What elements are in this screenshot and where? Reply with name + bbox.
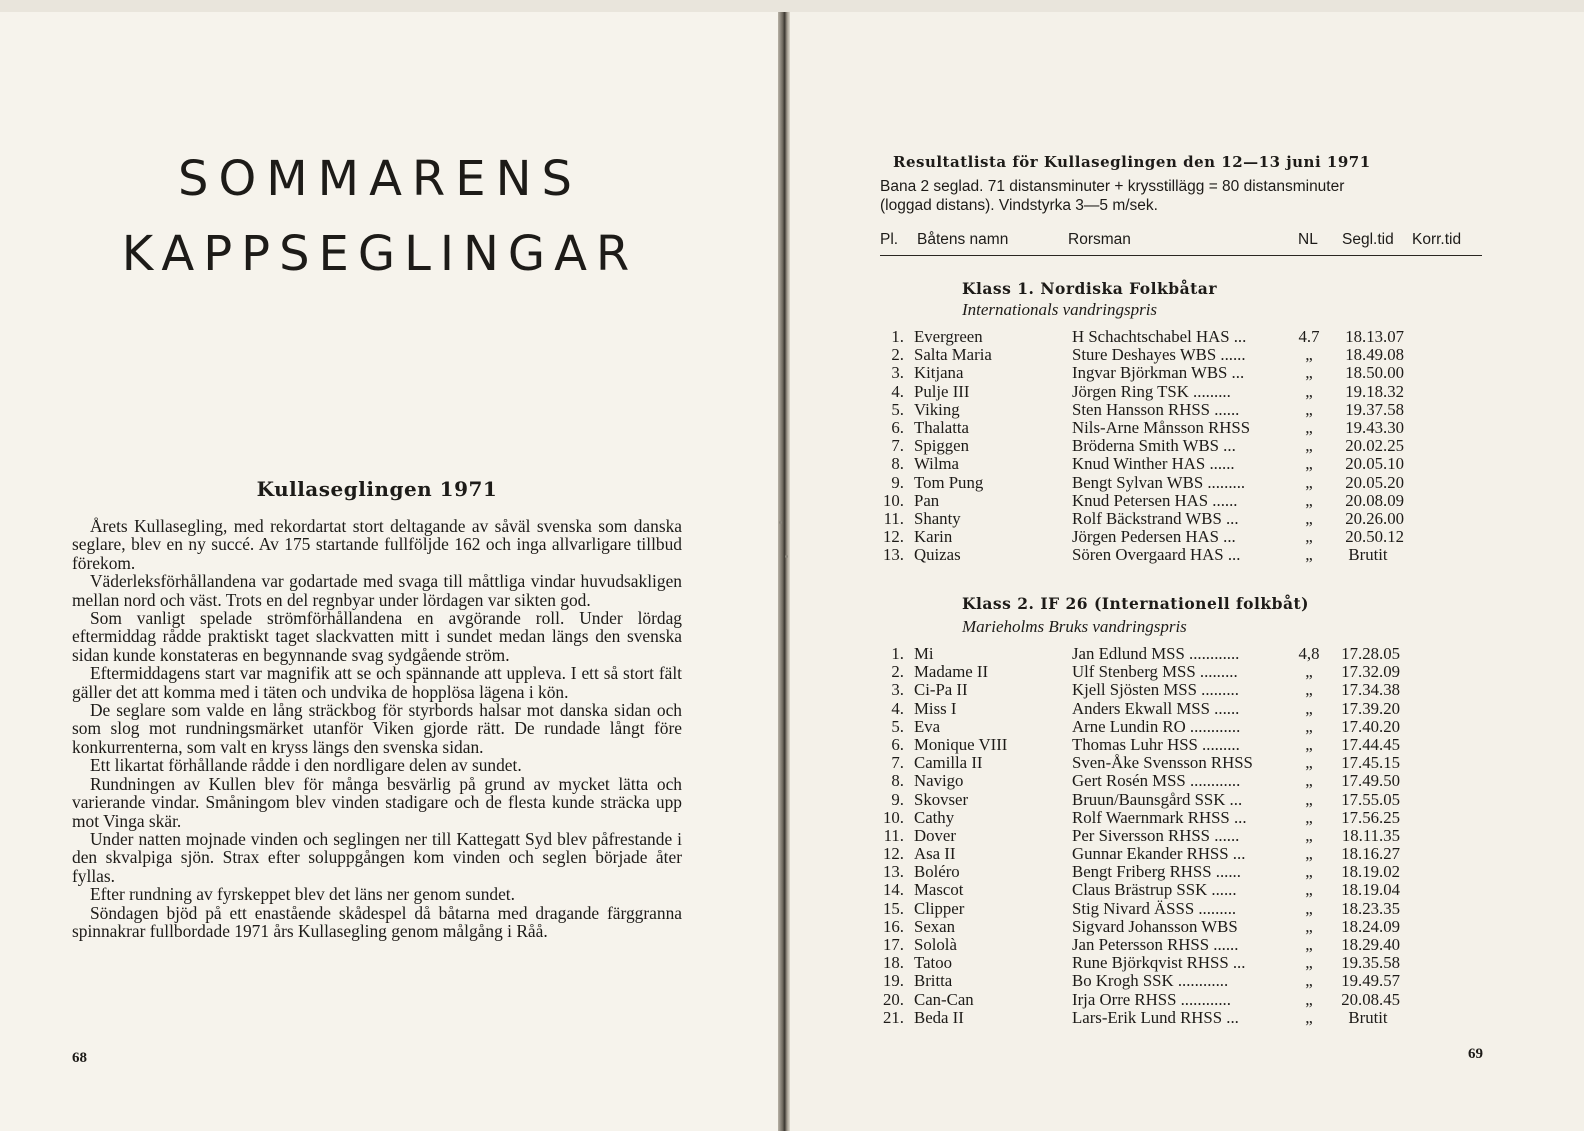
page-number-left: 68: [72, 1050, 87, 1066]
table-row: [878, 791, 1488, 809]
placing-cell: 6.: [891, 734, 904, 754]
nl-cell: „: [1305, 844, 1313, 864]
boat-name-cell: Eva: [914, 716, 941, 736]
sailing-time-cell: 18.16.27: [1341, 844, 1400, 864]
boat-name-cell: Evergreen: [914, 327, 983, 346]
helmsman-cell: Knud Petersen HAS ......: [1072, 490, 1238, 510]
helmsman-cell: Sten Hansson RHSS ......: [1072, 399, 1240, 419]
nl-cell: „: [1305, 508, 1313, 528]
placing-cell: 14.: [883, 880, 904, 900]
boat-name-cell: Viking: [914, 399, 960, 419]
helmsman-cell: Jan Petersson RHSS ......: [1072, 935, 1239, 954]
boat-name-cell: Karin: [914, 527, 953, 547]
boat-name-cell: Shanty: [914, 508, 961, 528]
table-row: [878, 700, 1488, 718]
results-table-class-2: [878, 645, 1488, 1027]
table-row: [878, 328, 1488, 346]
sailing-time-cell: 17.34.38: [1341, 680, 1400, 700]
table-row: [878, 492, 1488, 510]
placing-cell: 10.: [883, 490, 904, 510]
results-column-headers: [880, 231, 1482, 256]
class-title-1: Klass 1. Nordiska Folkbåtar: [962, 279, 1218, 298]
sailing-time-cell: 18.19.04: [1341, 880, 1400, 900]
nl-cell: „: [1305, 363, 1313, 383]
main-title-line1: SOMMARENS: [178, 151, 582, 207]
nl-cell: „: [1305, 472, 1313, 492]
boat-name-cell: Wilma: [914, 454, 959, 474]
results-intro-line: Bana 2 seglad. 71 distansminuter + krysstillägg = 80 distansminuter: [880, 178, 1345, 195]
boat-name-cell: Beda II: [914, 1007, 964, 1027]
helmsman-cell: Bo Krogh SSK ............: [1072, 971, 1229, 991]
article-paragraph: De seglare som valde en lång sträckbog för styrbords halsar mot danska sidan och som slog mot rundningsmärket utanför Viken gjorde rätt. De rundade långt före konkurrenterna, som valt en kryss längs den svenska sidan.: [72, 700, 682, 757]
article-paragraph: Väderleksförhållandena var godartade med svaga till måttliga vindar huvudsakligen mellan nord och väst. Trots en del regnbyar under lördagen var sikten god.: [72, 571, 682, 610]
sailing-time-cell: 20.08.45: [1341, 989, 1400, 1009]
sailing-time-cell: 20.50.12: [1345, 527, 1404, 547]
sailing-time-cell: 19.37.58: [1345, 399, 1404, 419]
helmsman-cell: Per Siversson RHSS ......: [1072, 825, 1240, 845]
helmsman-cell: Thomas Luhr HSS .........: [1072, 734, 1240, 754]
placing-cell: 20.: [883, 989, 904, 1009]
placing-cell: 12.: [883, 527, 904, 547]
table-row: [878, 718, 1488, 736]
print-speck: [785, 555, 788, 558]
sailing-time-cell: 19.35.58: [1341, 953, 1400, 973]
table-row: [878, 954, 1488, 972]
article-paragraph: Söndagen bjöd på ett enastående skådespel då båtarna med dragande färggranna spinnakrar fullbordade 1971 års Kullasegling genom målgång i Råå.: [72, 902, 682, 941]
helmsman-cell: Sven-Åke Svensson RHSS: [1072, 753, 1253, 773]
placing-cell: 8.: [891, 454, 904, 474]
placing-cell: 4.: [891, 698, 904, 718]
nl-cell: „: [1305, 490, 1313, 510]
article-paragraph: Under natten mojnade vinden och seglingen ner till Kattegatt Syd blev påfrestande i den skvalpiga sjön. Strax efter soluppgången kom vinden och seglen började åter fyllas.: [72, 828, 682, 886]
sailing-time-cell: 17.28.05: [1341, 644, 1400, 663]
nl-cell: „: [1305, 527, 1313, 547]
helmsman-cell: Kjell Sjösten MSS .........: [1072, 680, 1239, 700]
sailing-time-cell: Brutit: [1348, 1007, 1388, 1027]
sailing-time-cell: 17.32.09: [1341, 662, 1400, 682]
article-paragraph: Årets Kullasegling, med rekordartat stort deltagande av såväl svenska som danska seglare, blev en ny succé. Av 175 startande fullföljde 162 och inga allvarligare tillbud förekom.: [72, 516, 682, 573]
table-row: [878, 546, 1488, 564]
column-header-nl: NL: [1298, 231, 1318, 248]
nl-cell: „: [1305, 698, 1313, 718]
sailing-time-cell: 19.43.30: [1345, 417, 1404, 437]
placing-cell: 8.: [891, 771, 904, 791]
sailing-time-cell: 17.39.20: [1341, 698, 1400, 718]
article-paragraph: Som vanligt spelade strömförhållandena en avgörande roll. Under lördag eftermiddag rådde praktiskt taget slackvatten mitt i sundet medan längs den svenska sidan kunde konstateras en begynnande svag sydgående ström.: [72, 608, 682, 665]
boat-name-cell: Thalatta: [914, 417, 969, 437]
table-row: [878, 401, 1488, 419]
placing-cell: 11.: [883, 825, 904, 845]
nl-cell: „: [1305, 545, 1313, 565]
placing-cell: 13.: [883, 545, 904, 565]
article-paragraph: Ett likartat förhållande rådde i den nordligare delen av sundet.: [90, 755, 522, 776]
boat-name-cell: Clipper: [914, 898, 965, 918]
nl-cell: 4.7: [1298, 327, 1320, 346]
boat-name-cell: Sololà: [914, 935, 957, 954]
nl-cell: „: [1305, 989, 1313, 1009]
article-body: [72, 517, 682, 940]
placing-cell: 2.: [891, 345, 904, 365]
placing-cell: 13.: [883, 862, 904, 882]
helmsman-cell: Bengt Sylvan WBS .........: [1072, 472, 1246, 492]
helmsman-cell: Irja Orre RHSS ............: [1072, 989, 1231, 1009]
table-row: [878, 474, 1488, 492]
results-intro: [880, 177, 1482, 215]
helmsman-cell: Gunnar Ekander RHSS ...: [1072, 844, 1246, 864]
sailing-time-cell: 17.40.20: [1341, 716, 1400, 736]
nl-cell: „: [1305, 789, 1313, 809]
results-table-class-1: [878, 328, 1488, 564]
helmsman-cell: Rolf Waernmark RHSS ...: [1072, 807, 1247, 827]
sailing-time-cell: 18.24.09: [1341, 916, 1400, 936]
helmsman-cell: Jan Edlund MSS ............: [1072, 644, 1240, 663]
placing-cell: 1.: [891, 327, 904, 346]
helmsman-cell: Gert Rosén MSS ............: [1072, 771, 1241, 791]
article-heading: Kullaseglingen 1971: [256, 477, 498, 501]
helmsman-cell: Nils-Arne Månsson RHSS: [1072, 417, 1251, 437]
boat-name-cell: Spiggen: [914, 436, 970, 456]
article-paragraph: Rundningen av Kullen blev för många besvärlig på grund av mycket lätta och varierande vindar. Småningom blev vinden stadigare och de flesta kunde sträcka upp mot Vinga skär.: [72, 773, 682, 831]
nl-cell: „: [1305, 381, 1313, 401]
column-header-boat-name: Båtens namn: [917, 231, 1009, 248]
column-header-helmsman: Rorsman: [1068, 231, 1131, 248]
helmsman-cell: Stig Nivard ÄSSS .........: [1072, 898, 1237, 918]
boat-name-cell: Can-Can: [914, 989, 974, 1009]
placing-cell: 11.: [883, 508, 904, 528]
placing-cell: 7.: [891, 436, 904, 456]
helmsman-cell: Claus Brästrup SSK ......: [1072, 880, 1237, 900]
nl-cell: „: [1305, 436, 1313, 456]
sailing-time-cell: 17.45.15: [1341, 753, 1400, 773]
main-title-line2: KAPPSEGLINGAR: [121, 226, 639, 282]
table-row: [878, 437, 1488, 455]
sailing-time-cell: 18.19.02: [1341, 862, 1400, 882]
sailing-time-cell: 18.11.35: [1341, 825, 1400, 845]
helmsman-cell: Ulf Stenberg MSS .........: [1072, 662, 1238, 682]
boat-name-cell: Dover: [914, 825, 956, 845]
table-row: [878, 645, 1488, 663]
class-subtitle-1: Internationals vandringspris: [962, 300, 1158, 319]
boat-name-cell: Camilla II: [914, 753, 983, 773]
placing-cell: 12.: [883, 844, 904, 864]
nl-cell: „: [1305, 399, 1313, 419]
nl-cell: „: [1305, 734, 1313, 754]
placing-cell: 15.: [883, 898, 904, 918]
nl-cell: „: [1305, 753, 1313, 773]
sailing-time-cell: 20.08.09: [1345, 490, 1404, 510]
boat-name-cell: Salta Maria: [914, 345, 992, 365]
class-title-2: Klass 2. IF 26 (Internationell folkbåt): [962, 594, 1309, 613]
helmsman-cell: Anders Ekwall MSS ......: [1072, 698, 1240, 718]
table-row: [878, 827, 1488, 845]
table-row: [878, 809, 1488, 827]
nl-cell: „: [1305, 680, 1313, 700]
boat-name-cell: Skovser: [914, 789, 969, 809]
placing-cell: 17.: [883, 935, 904, 954]
class-subtitle-2: Marieholms Bruks vandringspris: [962, 617, 1187, 636]
sailing-time-cell: 17.55.05: [1341, 789, 1400, 809]
table-row: [878, 736, 1488, 754]
sailing-time-cell: 19.18.32: [1345, 381, 1404, 401]
table-row: [878, 845, 1488, 863]
placing-cell: 18.: [883, 953, 904, 973]
nl-cell: „: [1305, 971, 1313, 991]
table-row: [878, 383, 1488, 401]
nl-cell: „: [1305, 662, 1313, 682]
helmsman-cell: Jörgen Ring TSK .........: [1072, 381, 1231, 401]
boat-name-cell: Kitjana: [914, 363, 964, 383]
boat-name-cell: Monique VIII: [914, 734, 1008, 754]
helmsman-cell: Bengt Friberg RHSS ......: [1072, 862, 1241, 882]
placing-cell: 4.: [891, 381, 904, 401]
boat-name-cell: Asa II: [914, 844, 956, 864]
sailing-time-cell: 20.05.20: [1345, 472, 1404, 492]
boat-name-cell: Britta: [914, 971, 953, 991]
sailing-time-cell: 18.29.40: [1341, 935, 1400, 954]
table-row: [878, 510, 1488, 528]
helmsman-cell: Bruun/Baunsgård SSK ...: [1072, 789, 1243, 809]
placing-cell: 3.: [891, 363, 904, 383]
sailing-time-cell: 17.56.25: [1341, 807, 1400, 827]
table-row: [878, 972, 1488, 990]
page-number-right: 69: [1468, 1046, 1483, 1062]
placing-cell: 21.: [883, 1007, 904, 1027]
helmsman-cell: Sören Overgaard HAS ...: [1072, 545, 1241, 565]
placing-cell: 2.: [891, 662, 904, 682]
helmsman-cell: Sture Deshayes WBS ......: [1072, 345, 1246, 365]
placing-cell: 3.: [891, 680, 904, 700]
results-intro-line: (loggad distans). Vindstyrka 3—5 m/sek.: [880, 197, 1158, 214]
placing-cell: 5.: [891, 716, 904, 736]
column-header-placing: Pl.: [880, 231, 899, 248]
results-title: Resultatlista för Kullaseglingen den 12—13 juni 1971: [893, 153, 1371, 171]
placing-cell: 16.: [883, 916, 904, 936]
nl-cell: „: [1305, 880, 1313, 900]
boat-name-cell: Boléro: [914, 862, 960, 882]
table-row: [878, 918, 1488, 936]
placing-cell: 9.: [891, 789, 904, 809]
helmsman-cell: Sigvard Johansson WBS: [1072, 916, 1238, 936]
boat-name-cell: Sexan: [914, 916, 956, 936]
nl-cell: „: [1305, 454, 1313, 474]
table-row: [878, 681, 1488, 699]
table-row: [878, 419, 1488, 437]
helmsman-cell: Rune Björkqvist RHSS ...: [1072, 953, 1246, 973]
placing-cell: 10.: [883, 807, 904, 827]
table-row: [878, 455, 1488, 473]
boat-name-cell: Mascot: [914, 880, 964, 900]
boat-name-cell: Pan: [914, 490, 940, 510]
sailing-time-cell: 20.02.25: [1345, 436, 1404, 456]
boat-name-cell: Quizas: [914, 545, 961, 565]
nl-cell: „: [1305, 862, 1313, 882]
helmsman-cell: Arne Lundin RO ............: [1072, 716, 1241, 736]
helmsman-cell: H Schachtschabel HAS ...: [1072, 327, 1247, 346]
sailing-time-cell: 20.05.10: [1345, 454, 1404, 474]
placing-cell: 1.: [891, 644, 904, 663]
nl-cell: „: [1305, 1007, 1313, 1027]
boat-name-cell: Tatoo: [914, 953, 952, 973]
nl-cell: „: [1305, 417, 1313, 437]
boat-name-cell: Tom Pung: [914, 472, 984, 492]
boat-name-cell: Pulje III: [914, 381, 970, 401]
table-row: [878, 754, 1488, 772]
boat-name-cell: Miss I: [914, 698, 957, 718]
sailing-time-cell: 20.26.00: [1345, 508, 1404, 528]
table-row: [878, 881, 1488, 899]
nl-cell: „: [1305, 935, 1313, 954]
nl-cell: „: [1305, 916, 1313, 936]
sailing-time-cell: 17.44.45: [1341, 734, 1400, 754]
nl-cell: „: [1305, 825, 1313, 845]
nl-cell: „: [1305, 716, 1313, 736]
table-row: [878, 1009, 1488, 1027]
nl-cell: 4,8: [1298, 644, 1320, 663]
sailing-time-cell: 18.49.08: [1345, 345, 1404, 365]
placing-cell: 5.: [891, 399, 904, 419]
sailing-time-cell: 17.49.50: [1341, 771, 1400, 791]
sailing-time-cell: 18.13.07: [1345, 327, 1404, 346]
table-row: [878, 863, 1488, 881]
sailing-time-cell: 18.23.35: [1341, 898, 1400, 918]
placing-cell: 9.: [891, 472, 904, 492]
nl-cell: „: [1305, 953, 1313, 973]
helmsman-cell: Ingvar Björkman WBS ...: [1072, 363, 1245, 383]
article-paragraph: Efter rundning av fyrskeppet blev det läns ner genom sundet.: [90, 884, 515, 905]
boat-name-cell: Cathy: [914, 807, 955, 827]
table-row: [878, 772, 1488, 790]
table-row: [878, 900, 1488, 918]
placing-cell: 19.: [883, 971, 904, 991]
helmsman-cell: Bröderna Smith WBS ...: [1072, 436, 1236, 456]
table-row: [878, 528, 1488, 546]
column-header-sailing-time: Segl.tid: [1342, 231, 1394, 248]
table-row: [878, 991, 1488, 1009]
sailing-time-cell: Brutit: [1348, 545, 1388, 565]
nl-cell: „: [1305, 898, 1313, 918]
table-row: [878, 663, 1488, 681]
table-row: [878, 364, 1488, 382]
helmsman-cell: Jörgen Pedersen HAS ...: [1072, 527, 1236, 547]
table-row: [878, 346, 1488, 364]
print-speck: [779, 521, 782, 524]
nl-cell: „: [1305, 807, 1313, 827]
column-header-corrected-time: Korr.tid: [1412, 231, 1462, 248]
boat-name-cell: Madame II: [914, 662, 989, 682]
boat-name-cell: Navigo: [914, 771, 964, 791]
helmsman-cell: Knud Winther HAS ......: [1072, 454, 1235, 474]
book-gutter: [778, 12, 790, 1131]
helmsman-cell: Lars-Erik Lund RHSS ...: [1072, 1007, 1239, 1027]
nl-cell: „: [1305, 771, 1313, 791]
article-paragraph: Eftermiddagens start var magnifik att se och spännande att uppleva. I ett så stort fält gäller det att komma med i täten och undvika de hopplösa lägena i kön.: [72, 663, 682, 702]
table-row: [878, 936, 1488, 954]
placing-cell: 7.: [891, 753, 904, 773]
boat-name-cell: Ci-Pa II: [914, 680, 968, 700]
sailing-time-cell: 18.50.00: [1345, 363, 1404, 383]
nl-cell: „: [1305, 345, 1313, 365]
boat-name-cell: Mi: [914, 644, 934, 663]
placing-cell: 6.: [891, 417, 904, 437]
helmsman-cell: Rolf Bäckstrand WBS ...: [1072, 508, 1239, 528]
sailing-time-cell: 19.49.57: [1341, 971, 1400, 991]
